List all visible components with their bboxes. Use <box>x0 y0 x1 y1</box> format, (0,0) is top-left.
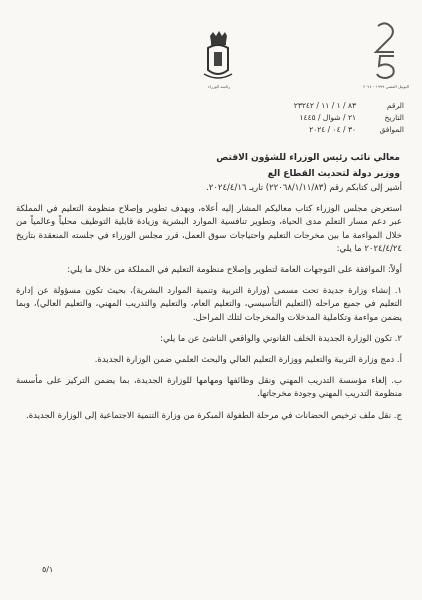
reference-paragraph: أشير إلى كتابكم رقم (٢٢٠٦٨/١/١١/٨٣) تاريـ ٢٠٢٤/٤/١٦. <box>206 183 402 193</box>
decision-item-2: ٢. تكون الوزارة الجديدة الخلف القانوني والواقعي الناشئ عن ما يلي: <box>160 333 402 344</box>
hijri-date: ٢١ / شوال / ١٤٤٥ <box>299 113 356 122</box>
gregorian-date: ٣٠ / ٠٤ / ٢٠٢٤ <box>309 125 356 134</box>
emblem-caption: رئاسة الوزراء <box>207 84 231 89</box>
decision-sub-c: ج. نقل ملف ترخيص الحضانات في مرحلة الطفولة المبكرة من وزارة التنمية الاجتماعية إلى الوزارة الجديدة. <box>26 410 402 421</box>
page-number: ٥/١ <box>42 565 54 574</box>
silver-jubilee-25-logo-icon <box>366 22 406 82</box>
corresponds-label: الموافق <box>379 125 404 134</box>
reference-block <box>164 100 404 136</box>
reference-label: الرقم <box>386 101 404 110</box>
date-row <box>164 112 404 124</box>
decision-sub-a: أ. دمج وزارة التربية والتعليم ووزارة التعليم العالي والبحث العلمي ضمن الوزارة الجديدة. <box>94 355 402 366</box>
decision-item-1: ١. إنشاء وزارة جديدة تحت مسمى (وزارة التربية وتنمية الموارد البشرية)، بحيث تكون مسؤولة عن إدارة التعليم في جميع مراحله (التعليم التأسيسي، والتعليم العام، والتعليم والتدريب المهني، والتعليم العالي)، وبما يضمن مواءمة وتكاملية المدخلات والمخرجات لتلك المراحل. <box>16 286 402 323</box>
intro-paragraph: استعرض مجلس الوزراء كتاب معاليكم المشار إليه أعلاه، وبهدف تطوير وإصلاح منظومة التعليم في المملكة عبر دعم مسار التعلم مدى الحياة، وتطوير تنافسية الموارد البشرية وزيادة قابلية التوظيف محلياً وعالمياً من خلال المواءمة ما بين مخرجات التعليم واحتياجات سوق العمل، قرر مجلس الوزراء في جلسته المنعقدة بتاريخ ٢٠٢٤/٤/٢٤ ما يلي: <box>16 204 402 254</box>
addressee <box>40 150 400 182</box>
corresponds-row <box>164 124 404 136</box>
addressee-line-1: معالي نائب رئيس الوزراء للشؤون الاقتص <box>216 153 400 163</box>
date-label: التاريخ <box>384 113 404 122</box>
decision-first: أولاً: الموافقة على التوجهات العامة لتطوير وإصلاح منظومة التعليم في المملكة من خلال ما يلي: <box>67 265 402 276</box>
jubilee-logo-caption: اليوبيل الفضي ١٩٩٩ - ٢٠٢٤ <box>363 84 409 89</box>
addressee-line-2: ووزير دولة لتحديث القطاع الع <box>267 169 400 179</box>
decision-sub-b: ب. إلغاء مؤسسة التدريب المهني ونقل وظائفها ومهامها للوزارة الجديدة، بما يضمن التركيز على مأسسة منظومة التدريب المهني وجودة مخرجاتها. <box>16 376 402 400</box>
hashemite-crown-emblem-icon <box>196 30 240 82</box>
reference-row <box>164 100 404 112</box>
letter-body <box>16 182 402 431</box>
reference-number: ٨٣ / ١ / ١١ / ٢٣٢٤٢ <box>293 101 356 110</box>
